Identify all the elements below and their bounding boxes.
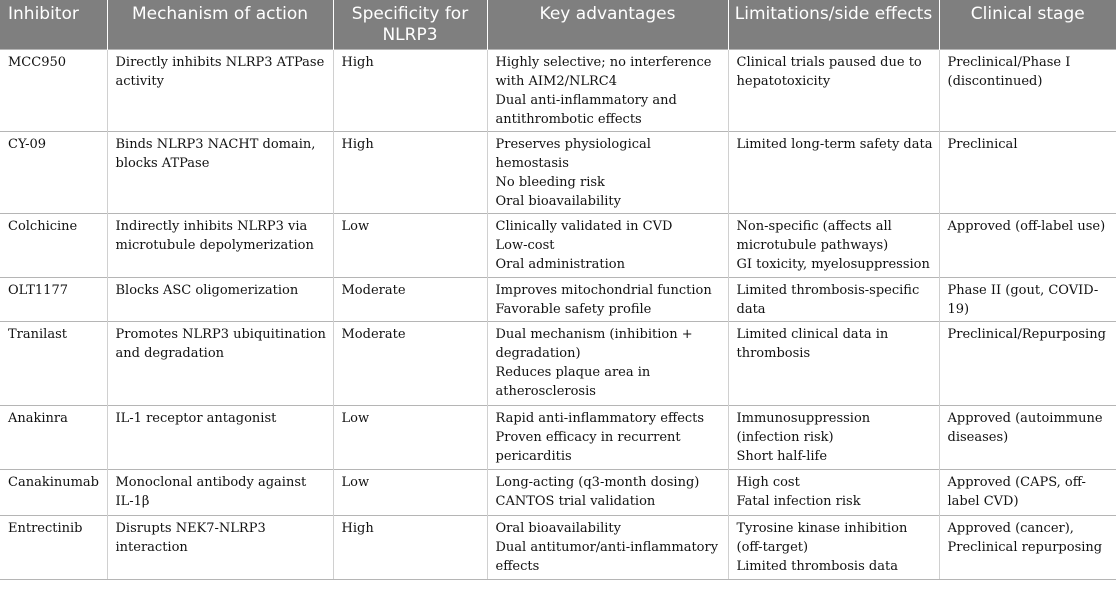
cell-mechanism: Binds NLRP3 NACHT domain, blocks ATPase [107, 132, 333, 214]
cell-inhibitor: OLT1177 [0, 278, 107, 322]
table-row [0, 50, 1116, 132]
cell-limitations-line: Immunosuppression (infection risk) [736, 411, 871, 445]
cell-inhibitor: Anakinra [0, 406, 107, 470]
cell-limitations [728, 470, 939, 516]
cell-advantages [487, 406, 728, 470]
cell-limitations-line: Clinical trials paused due to hepatotoxicity [736, 55, 922, 89]
cell-limitations [728, 406, 939, 470]
cell-advantages [487, 322, 728, 406]
cell-advantages-line: Oral bioavailability [495, 194, 621, 209]
cell-inhibitor: Entrectinib [0, 516, 107, 580]
cell-advantages-line: Dual mechanism (inhibition + degradation) [495, 327, 693, 361]
header-row [0, 0, 1116, 50]
cell-advantages-line: Oral administration [495, 257, 625, 272]
cell-limitations-line: Limited clinical data in thrombosis [736, 327, 889, 361]
cell-limitations [728, 50, 939, 132]
header-stage: Clinical stage [939, 0, 1116, 50]
cell-advantages [487, 50, 728, 132]
table-header [0, 0, 1116, 50]
cell-inhibitor: Tranilast [0, 322, 107, 406]
cell-limitations-line: High cost [736, 475, 800, 490]
cell-mechanism: Indirectly inhibits NLRP3 via microtubule depolymerization [107, 214, 333, 278]
table-row [0, 516, 1116, 580]
cell-advantages-line: Improves mitochondrial function [495, 283, 712, 298]
cell-mechanism: Blocks ASC oligomerization [107, 278, 333, 322]
cell-limitations-line: Limited thrombosis-specific data [736, 283, 920, 317]
cell-inhibitor: Canakinumab [0, 470, 107, 516]
cell-limitations-line: Limited thrombosis data [736, 559, 898, 574]
cell-limitations [728, 516, 939, 580]
cell-limitations-line: GI toxicity, myelosuppression [736, 257, 930, 272]
cell-inhibitor: Colchicine [0, 214, 107, 278]
cell-limitations-line: Non-specific (affects all microtubule pathways) [736, 219, 892, 253]
cell-advantages-line: Dual anti-inflammatory and antithrombotic effects [495, 93, 677, 127]
cell-limitations-line: Short half-life [736, 449, 828, 464]
table-row [0, 470, 1116, 516]
cell-stage: Preclinical/Phase I (discontinued) [939, 50, 1116, 132]
header-specificity: Specificity for NLRP3 [333, 0, 487, 50]
cell-limitations-line: Limited long-term safety data [736, 137, 933, 152]
cell-advantages [487, 278, 728, 322]
table-row [0, 132, 1116, 214]
header-advantages: Key advantages [487, 0, 728, 50]
cell-stage: Approved (off-label use) [939, 214, 1116, 278]
cell-specificity: High [333, 132, 487, 214]
cell-stage: Preclinical/Repurposing [939, 322, 1116, 406]
table-row [0, 406, 1116, 470]
cell-mechanism: Monoclonal antibody against IL-1β [107, 470, 333, 516]
cell-advantages [487, 214, 728, 278]
cell-limitations [728, 214, 939, 278]
cell-inhibitor: CY-09 [0, 132, 107, 214]
cell-advantages [487, 516, 728, 580]
cell-specificity: Low [333, 214, 487, 278]
cell-stage: Preclinical [939, 132, 1116, 214]
cell-mechanism: Directly inhibits NLRP3 ATPase activity [107, 50, 333, 132]
cell-stage: Approved (cancer), Preclinical repurposing [939, 516, 1116, 580]
cell-advantages-line: Long-acting (q3-month dosing) [495, 475, 700, 490]
cell-specificity: Moderate [333, 278, 487, 322]
cell-stage: Approved (autoimmune diseases) [939, 406, 1116, 470]
table-row [0, 214, 1116, 278]
cell-mechanism: IL-1 receptor antagonist [107, 406, 333, 470]
cell-advantages-line: Proven efficacy in recurrent pericarditis [495, 430, 681, 464]
cell-specificity: High [333, 516, 487, 580]
cell-specificity: Low [333, 406, 487, 470]
table-row [0, 278, 1116, 322]
cell-advantages [487, 132, 728, 214]
cell-mechanism: Disrupts NEK7-NLRP3 interaction [107, 516, 333, 580]
header-inhibitor: Inhibitor [0, 0, 107, 50]
cell-advantages-line: Low-cost [495, 238, 555, 253]
cell-specificity: High [333, 50, 487, 132]
cell-limitations-line: Fatal infection risk [736, 494, 861, 509]
header-limitations: Limitations/side effects [728, 0, 939, 50]
cell-advantages-line: Reduces plaque area in atherosclerosis [495, 365, 651, 399]
cell-limitations [728, 278, 939, 322]
cell-advantages [487, 470, 728, 516]
cell-limitations-line: Tyrosine kinase inhibition (off-target) [736, 521, 908, 555]
cell-advantages-line: No bleeding risk [495, 175, 605, 190]
cell-stage: Approved (CAPS, off-label CVD) [939, 470, 1116, 516]
cell-advantages-line: CANTOS trial validation [495, 494, 656, 509]
header-mechanism: Mechanism of action [107, 0, 333, 50]
cell-specificity: Low [333, 470, 487, 516]
cell-stage: Phase II (gout, COVID-19) [939, 278, 1116, 322]
table-row [0, 322, 1116, 406]
cell-advantages-line: Rapid anti-inflammatory effects [495, 411, 705, 426]
cell-advantages-line: Favorable safety profile [495, 302, 652, 317]
cell-specificity: Moderate [333, 322, 487, 406]
cell-limitations [728, 132, 939, 214]
cell-advantages-line: Preserves physiological hemostasis [495, 137, 651, 171]
cell-mechanism: Promotes NLRP3 ubiquitination and degradation [107, 322, 333, 406]
cell-advantages-line: Dual antitumor/anti-inflammatory effects [495, 540, 719, 574]
cell-advantages-line: Clinically validated in CVD [495, 219, 673, 234]
cell-advantages-line: Oral bioavailability [495, 521, 621, 536]
cell-inhibitor: MCC950 [0, 50, 107, 132]
cell-advantages-line: Highly selective; no interference with AIM2/NLRC4 [495, 55, 712, 89]
cell-limitations [728, 322, 939, 406]
table-body [0, 50, 1116, 580]
